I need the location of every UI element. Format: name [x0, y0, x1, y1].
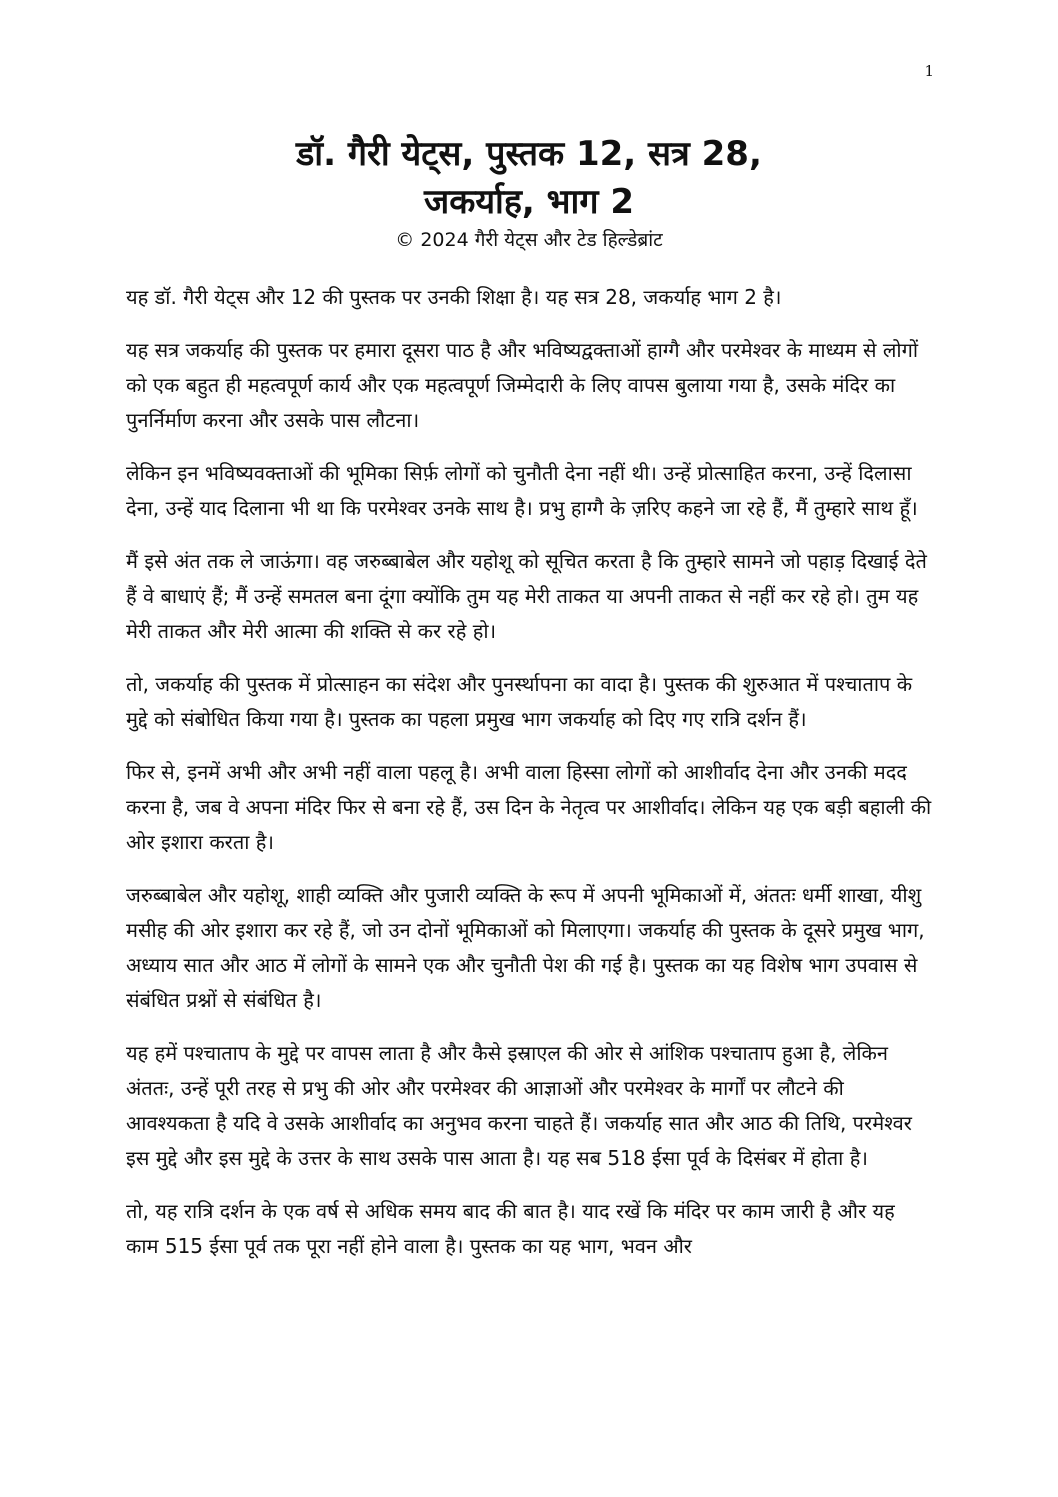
page-number: 1 [924, 62, 934, 80]
document-title-line-1: डॉ. गैरी येट्स, पुस्तक 12, सत्र 28, [296, 134, 762, 174]
title-block [0, 130, 1058, 254]
document-title-line-2: जकर्याह, भाग 2 [423, 182, 635, 222]
paragraph-4: मैं इसे अंत तक ले जाऊंगा। वह जरुब्बाबेल और यहोशू को सूचित करता है कि तुम्हारे सामने जो पहाड़ दिखाई देते हैं वे बाधाएं हैं; मैं उन्हें समतल बना दूंगा क्योंकि तुम यह मेरी ताकत या अपनी ताकत से नहीं कर रहे हो। तुम यह मेरी ताकत और मेरी आत्मा की शक्ति से कर रहे हो। [126, 549, 927, 643]
paragraph-8: यह हमें पश्चाताप के मुद्दे पर वापस लाता है और कैसे इस्राएल की ओर से आंशिक पश्चाताप हुआ है, लेकिन अंततः, उन्हें पूरी तरह से प्रभु की ओर और परमेश्वर की आज्ञाओं और परमेश्वर के मार्गों पर लौटने की आवश्यकता है यदि वे उसके आशीर्वाद का अनुभव करना चाहते हैं। जकर्याह सात और आठ की तिथि, परमेश्वर इस मुद्दे और इस मुद्दे के उत्तर के साथ उसके पास आता है। यह सब 518 ईसा पूर्व के दिसंबर में होता है। [126, 1041, 912, 1170]
document-body [126, 280, 932, 1282]
paragraph-6: फिर से, इनमें अभी और अभी नहीं वाला पहलू है। अभी वाला हिस्सा लोगों को आशीर्वाद देना और उनकी मदद करना है, जब वे अपना मंदिर फिर से बना रहे हैं, उस दिन के नेतृत्व पर आशीर्वाद। लेकिन यह एक बड़ी बहाली की ओर इशारा करता है। [126, 760, 932, 854]
paragraph-9: तो, यह रात्रि दर्शन के एक वर्ष से अधिक समय बाद की बात है। याद रखें कि मंदिर पर काम जारी है और यह काम 515 ईसा पूर्व तक पूरा नहीं होने वाला है। पुस्तक का यह भाग, भवन और [126, 1199, 895, 1258]
paragraph-5: तो, जकर्याह की पुस्तक में प्रोत्साहन का संदेश और पुनर्स्थापना का वादा है। पुस्तक की शुरुआत में पश्चाताप के मुद्दे को संबोधित किया गया है। पुस्तक का पहला प्रमुख भाग जकर्याह को दिए गए रात्रि दर्शन हैं। [126, 672, 913, 731]
paragraph-3: लेकिन इन भविष्यवक्ताओं की भूमिका सिर्फ़ लोगों को चुनौती देना नहीं थी। उन्हें प्रोत्साहित करना, उन्हें दिलासा देना, उन्हें याद दिलाना भी था कि परमेश्वर उनके साथ है। प्रभु हाग्गै के ज़रिए कहने जा रहे हैं, मैं तुम्हारे साथ हूँ। [126, 461, 918, 520]
paragraph-7: जरुब्बाबेल और यहोशू, शाही व्यक्ति और पुजारी व्यक्ति के रूप में अपनी भूमिकाओं में, अंततः धर्मी शाखा, यीशु मसीह की ओर इशारा कर रहे हैं, जो उन दोनों भूमिकाओं को मिलाएगा। जकर्याह की पुस्तक के दूसरे प्रमुख भाग, अध्याय सात और आठ में लोगों के सामने एक और चुनौती पेश की गई है। पुस्तक का यह विशेष भाग उपवास से संबंधित प्रश्नों से संबंधित है। [126, 883, 925, 1012]
copyright-notice: © 2024 गैरी येट्स और टेड हिल्डेब्रांट [395, 229, 663, 251]
paragraph-2: यह सत्र जकर्याह की पुस्तक पर हमारा दूसरा पाठ है और भविष्यद्वक्ताओं हाग्गै और परमेश्वर के माध्यम से लोगों को एक बहुत ही महत्वपूर्ण कार्य और एक महत्वपूर्ण जिम्मेदारी के लिए वापस बुलाया गया है, उसके मंदिर का पुनर्निर्माण करना और उसके पास लौटना। [126, 338, 919, 432]
paragraph-1: यह डॉ. गैरी येट्स और 12 की पुस्तक पर उनकी शिक्षा है। यह सत्र 28, जकर्याह भाग 2 है। [126, 285, 782, 309]
